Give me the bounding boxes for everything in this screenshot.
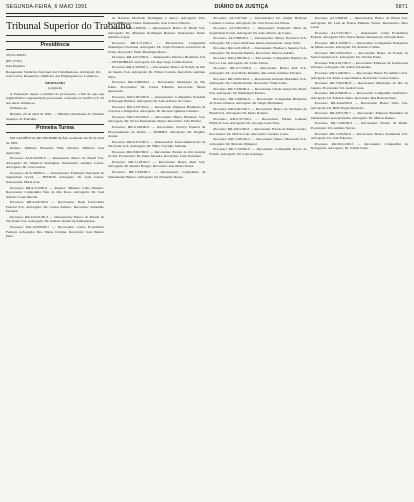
process-entry: Processo: RR-6.812/90-8 — Recorrente: Estado de Minas Gerais. Procurador: Dr. Márcio Luís. Recorrido: Geraldo Costa.: [209, 127, 307, 136]
process-entry: Processo: RR-5.240/90-1 — Recorrente: Banco Econômico S/A. Advogado: Dr. Pedro Lopes Ramos. Recorrido: Carlos Santos.: [310, 71, 408, 80]
page-title: Tribunal Superior do Trabalho: [6, 21, 131, 32]
process-entry: Processo: RR-7.286/90-3 — Recorrente: Estado da Bahia. Procurador: Dr. Antônio Neves.: [310, 121, 408, 131]
process-entry: dr. Roberto Machado Rodrigues e outros. Advogado: Dra. Carmen Oliveira Vieira. Interessado: José Carlos Oliveira.: [108, 16, 206, 25]
despacho-paragraph: A Federação requer a juntada da procuração, a fim de que seja regularizada a representação processual, conforme se verifica à fl. 23 dos autos. Intime-se.: [6, 91, 104, 105]
process-entry: Processo: AI-3.204/90-5 — Interessada: Fundação Sistel de Seguridade Social. Advogado: Dr. Lino Alberto de Castro.: [209, 26, 307, 35]
header-page-number: 5871: [395, 4, 408, 10]
section-presidencia: Presidência: [6, 41, 104, 50]
process-entry: Processo: RR-7.430/90-1 — Interessados: Companhia de Saneamento Básico. Advogado: Dr. Fernando Neves.: [108, 169, 206, 179]
process-entry: Processo: AI-6.104/90-9 — Interessado: Banco do Brasil S/A. Advogado: Dr. Maurício Rodrigues. Interessado: Antônio Carlos. Advogado: Dr. João Lemos.: [6, 156, 104, 170]
process-entry: Processo: RR-5.237/90-4 — Recorrente: Empresa Brasileira de Correios e Telégrafos. Advogado: Dr. Ricardo Quintas Carneiro.: [108, 104, 206, 114]
process-entry: Processo: RR-4.118/90-3 — Recorrente: Companhia Energética de Minas Gerais. Advogado: Dr. Roberto Caldas.: [310, 40, 408, 50]
column-3: [209, 16, 306, 502]
despacho-subheading: (original): [48, 86, 62, 91]
process-entry: Processo: RR-5.336/90-2 — Recorrente: Viação Aérea São Paulo S/A. Advogado: Dr. Emmanuel Pereira.: [209, 86, 307, 96]
process-entry: Processo: AI-3.588/90-1 — Interessados: Banco Nacional S/A. Advogado: Dr. Carlos Robichez Penna. Interessado: Jorge Silva.: [209, 36, 307, 45]
intro-line: Para Registro: [6, 64, 26, 69]
process-entry: Processo: RR-6.442/90-0 — Recorrente: Banco Safra S/A. Advogado: Dr. Hélio Puget Monteiro.: [310, 101, 408, 110]
turma-entries: [6, 136, 104, 238]
process-entry: Processo: RR-5.002/90-6 — Recorrente: Petróleo Brasileiro S/A. Advogado: Dr. Cláudio Penna. Recorrido: Valter Lima.: [209, 76, 307, 86]
process-entry: Processo: RR-10.021/90-3 — Interessados: Banco do Estado de São Paulo S/A. Advogado: Dr. Aluízio Xavier de Albuquerque.: [6, 214, 104, 224]
section-primeira-turma: Primeira Turma: [6, 124, 104, 133]
process-entry: Processo: RR-6.021/90-5 — Recorrente: Banco do Nordeste do Brasil S/A. Advogado: Dr. Paulo Roberto.: [209, 106, 307, 116]
process-entry: Processo: RR-5.612/90-0 — Recorrente: Banco Bradesco S/A. Advogado: Dr. Victor Russomano Júnior. Recorrido: João Batista.: [108, 114, 206, 124]
process-entry: Processo: RR-5.001/90-8 — Interessados: Companhia Estadual de Energia Elétrica. Advogado: Dr. Lino Alberto de Castro.: [108, 94, 206, 104]
process-entry: Processo: RR-3.712/90-1 — Interessados: Companhia Siderúrgica Nacional. Advogado: Dr. Jorge Fernando Gonçalves da Fonte. Recorrido: Paulo Henrique Matos.: [108, 40, 206, 54]
despacho-heading: DESPACHO: [45, 80, 65, 85]
process-entry: Relator: Ministro Fernando Vilar. Revisor: Ministro José Ajuricaba.: [6, 146, 104, 155]
intro-line: (PE-17/91): [6, 58, 22, 63]
column-1: [6, 16, 131, 502]
process-entry: Processo: RR-6.377/90-1 — Recorrente: Furnas Centrais Elétricas S/A. Advogado: Dr. Lycurgo Leite Neto.: [209, 116, 307, 126]
process-entry: Processo: RR-5.603/90-8 — Recorrente: Município do Rio de Janeiro. Procurador: Dr. André Costa.: [310, 81, 408, 90]
process-entry: Processo: AI-3.791/90-7 — Interessada: Caixa Econômica Federal. Advogada: Dra. Neusa Maria. Interessado: Osvaldo Reis.: [310, 30, 408, 40]
process-entry: Processo: RR-6.475/90-3 — Interessados: Telecomunicações de São Paulo S/A. Advogado: Dr. Hélio Carvalho Santana.: [108, 139, 206, 149]
process-entry: EM AUDIÊNCIA DE DISTRIBUIÇÃO, realizada em 29 de abril de 1991.: [6, 136, 104, 145]
process-entry: Processo: RR-6.902/90-9 — Recorrente: Estado do Rio Grande do Sul. Procurador: Dr. Paulo Moreira. Recorrido: Luiz Fernando.: [108, 149, 206, 159]
despacho-paragraph: Brasília, 26 de abril de 1991. — Ministro Presidente do Tribunal Superior do Trabalho.: [6, 112, 104, 121]
process-entry: Processo: RR-4.715/90-0 — Recorrente: Banco Itaú S/A. Advogado: Dr. José Maria Riemma. Recorrido: Antônio Ferreira.: [209, 66, 307, 76]
process-entry: Processo: RR-6.140/90-6 — Recorrente: Serviço Federal de Processamento de Dados — SERPRO. Advogado: Dr. Rogério Avelar.: [108, 125, 206, 139]
process-entry: Processo: RR-6.871/90-7 — Recorrente: Empresa Brasileira de Infraestrutura Aeroportuária. Advogado: Dr. Milton Ramos.: [310, 111, 408, 120]
process-entry: Processo: RR-4.502/90-9 — Recorrente: Banco do Estado de Santa Catarina S/A. Advogado: Dr. Vicente Paula.: [310, 50, 408, 60]
process-entry: Processo: RR-7.650/90-9 — Recorrente: Banco Sudameris S/A. Advogado: Dr. José Eduardo.: [310, 131, 408, 141]
process-entry: Processo: RR-4.320/90-5 — Recorrente: Banco do Estado do Rio de Janeiro S/A. Advogado: Dr. Nilton Correia. Recorrido: Antônio Silva.: [108, 65, 206, 79]
process-entry: Processo: RR-7.205/90-4 — Recorrente: Banco Mercantil S/A. Advogado: Dr. Marcelo Pimentel.: [209, 137, 307, 146]
process-entry: Processo: RR-4.101/90-8 — Interessado: Bradesco Seguros S/A. Advogado: Dr. Ronaldo Batista. Recorrido: Marcos Aurélio.: [209, 46, 307, 55]
intro-line: Requerente: Sindicato Nacional dos Trabalhadores. Advogado: Dr. José Carlos. Requerido: Sindicato dos Empregados no Comércio.: [6, 69, 101, 79]
process-entry: Processo: RR-2.850/90 — Interessados: Banco do Brasil S/A. Advogado: Dr. Maurício Rodrigues Bezerra. Interessado: Pedro Antônio Lopes.: [108, 26, 206, 40]
header-date: SEGUNDA-FEIRA, 6 MAIO 1991: [6, 4, 88, 10]
column-4: [311, 16, 408, 502]
process-entry: Processo: RR-7.533/90-0 — Recorrente: Companhia Docas do Estado. Advogado: Dr. Luiz Gonzaga.: [209, 147, 307, 156]
process-entry: Processo: RR-9.447/90-0 — Recorrente: Rede Ferroviária Federal S/A. Advogado: Dr. Carlos Alberto. Recorrido: Sebastião Ferreira.: [6, 200, 104, 214]
intro-line: TST-S-366/91: [6, 53, 27, 57]
intro-block: [6, 53, 104, 79]
process-entry: Processo: RR-4.015/90-9 — Interessada: Petróleo Brasileiro S/A — PETROBRÁS. Advogado: Dr. Ruy Jorge Caldas Pereira.: [108, 55, 206, 64]
process-entry: Processo: RR-7.118/90-5 — Recorrente: Banco Real S/A. Advogado: Dr. Renato Borges. Recorrida: Ana Maria Souza.: [108, 159, 206, 169]
header-publication: DIÁRIO DA JUSTIÇA: [214, 4, 269, 10]
process-entry: Processo: AI-8.198/90-2 — Interessados: Fundação Petrobrás de Seguridade Social — PETROS. Advogado: Dr. Luiz Carlos. Interessada: Maria José.: [6, 170, 104, 185]
columns: [6, 16, 408, 502]
column-2: [108, 16, 205, 502]
page-header: [6, 4, 408, 14]
despacho-paragraph: Publique-se.: [10, 106, 28, 111]
process-entry: Processo: RR-10.338/90-7 — Recorrente: Caixa Econômica Federal. Advogada: Dra. Maria Cristina. Recorrido: José Pereira Neto.: [6, 224, 104, 239]
process-entry: Processo: RR-9.215/90-6 — Relator: Ministro Cnéa Moreira. Recorrente: Companhia Vale do Rio Doce. Advogado: Dr. José Alberto Couto Maciel.: [6, 185, 104, 199]
process-entry: Processo: RR-5.690/90-9 — Recorrente: Companhia Brasileira de Trens Urbanos. Advogado: Dr. Sérgio Bermudes.: [209, 96, 307, 106]
process-entry: Processo: RR-6.009/90-4 — Recorrente: Companhia Telefônica. Advogado: Dr. Eduardo Melo. Recorrido: Rui Barbosa Neto.: [310, 91, 408, 100]
process-entry: Processo: RR-8.014/90-5 — Recorrente: Companhia de Navegação. Advogado: Dr. Tomás Lima.: [310, 141, 408, 151]
title-block: [6, 16, 131, 36]
process-entry: Processo: RR-4.588/90-2 — Recorrente: Município de São Paulo. Procurador: Dr. Carlos Eduardo. Recorrido: Maria Aparecida.: [108, 80, 206, 94]
process-entry: Processo: AI-3.360/90 — Interessados: Banco do Brasil S/A. Advogado: Dr. Luiz de França Pinheiro Torres. Interessado: Júlio César.: [310, 16, 408, 30]
process-entry: Processo: AI-3.017/90 — Interessados: Dr. Osmar Barbosa Cordeiro e outros. Advogado: Dr. José Torres das Neves.: [209, 16, 307, 25]
process-entry: Processo: RR-4.917/90-5 — Recorrente: Empresa de Transportes Urbanos. Advogado: Dr. Ailton Fernandes.: [310, 60, 408, 70]
process-entry: Processo: RR-4.380/90-4 — Recorrente: Companhia Paulista de Força e Luz. Advogado: Dr. Celso Ferraz.: [209, 56, 307, 65]
